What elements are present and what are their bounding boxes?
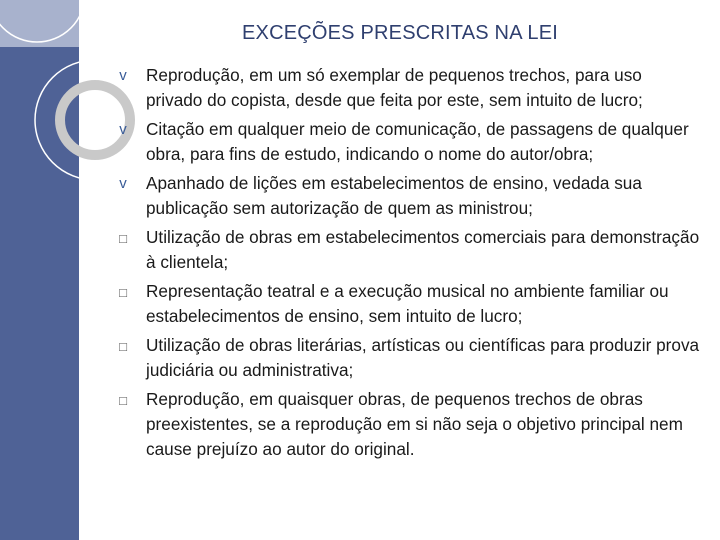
slide-title: EXCEÇÕES PRESCRITAS NA LEI <box>241 22 559 44</box>
list-item <box>110 225 700 275</box>
list-item-text: Reprodução, em um só exemplar de pequenos trechos, para uso privado do copista, desde que feita por este, sem intuito de lucro; <box>146 65 643 110</box>
list-item <box>110 117 700 167</box>
list-item-text: Reprodução, em quaisquer obras, de pequenos trechos de obras preexistentes, se a reprodução em si não seja o objetivo principal nem cause prejuízo ao autor do original. <box>146 389 683 459</box>
checkmark-bullet-icon: v <box>119 175 127 192</box>
list-item-text: Representação teatral e a execução musical no ambiente familiar ou estabelecimentos de ensino, sem intuito de lucro; <box>146 281 669 326</box>
thin-ring-top <box>0 0 85 42</box>
list-item <box>110 333 700 383</box>
box-bullet-icon: □ <box>119 393 127 408</box>
list-item <box>110 387 700 462</box>
box-bullet-icon: □ <box>119 231 127 246</box>
list-item-text: Utilização de obras em estabelecimentos comerciais para demonstração à clientela; <box>146 227 700 272</box>
list-item <box>110 171 700 221</box>
list-item-text: Utilização de obras literárias, artísticas ou científicas para produzir prova judiciária ou administrativa; <box>146 335 700 380</box>
list-item <box>110 279 700 329</box>
bullet-list <box>110 63 700 466</box>
box-bullet-icon: □ <box>119 285 127 300</box>
list-item <box>110 63 700 113</box>
box-bullet-icon: □ <box>119 339 127 354</box>
list-item-text: Apanhado de lições em estabelecimentos de ensino, vedada sua publicação sem autorização de quem as ministrou; <box>146 173 642 218</box>
list-item-text: Citação em qualquer meio de comunicação, de passagens de qualquer obra, para fins de estudo, indicando o nome do autor/obra; <box>146 119 689 164</box>
checkmark-bullet-icon: v <box>119 67 127 84</box>
checkmark-bullet-icon: v <box>119 121 127 138</box>
